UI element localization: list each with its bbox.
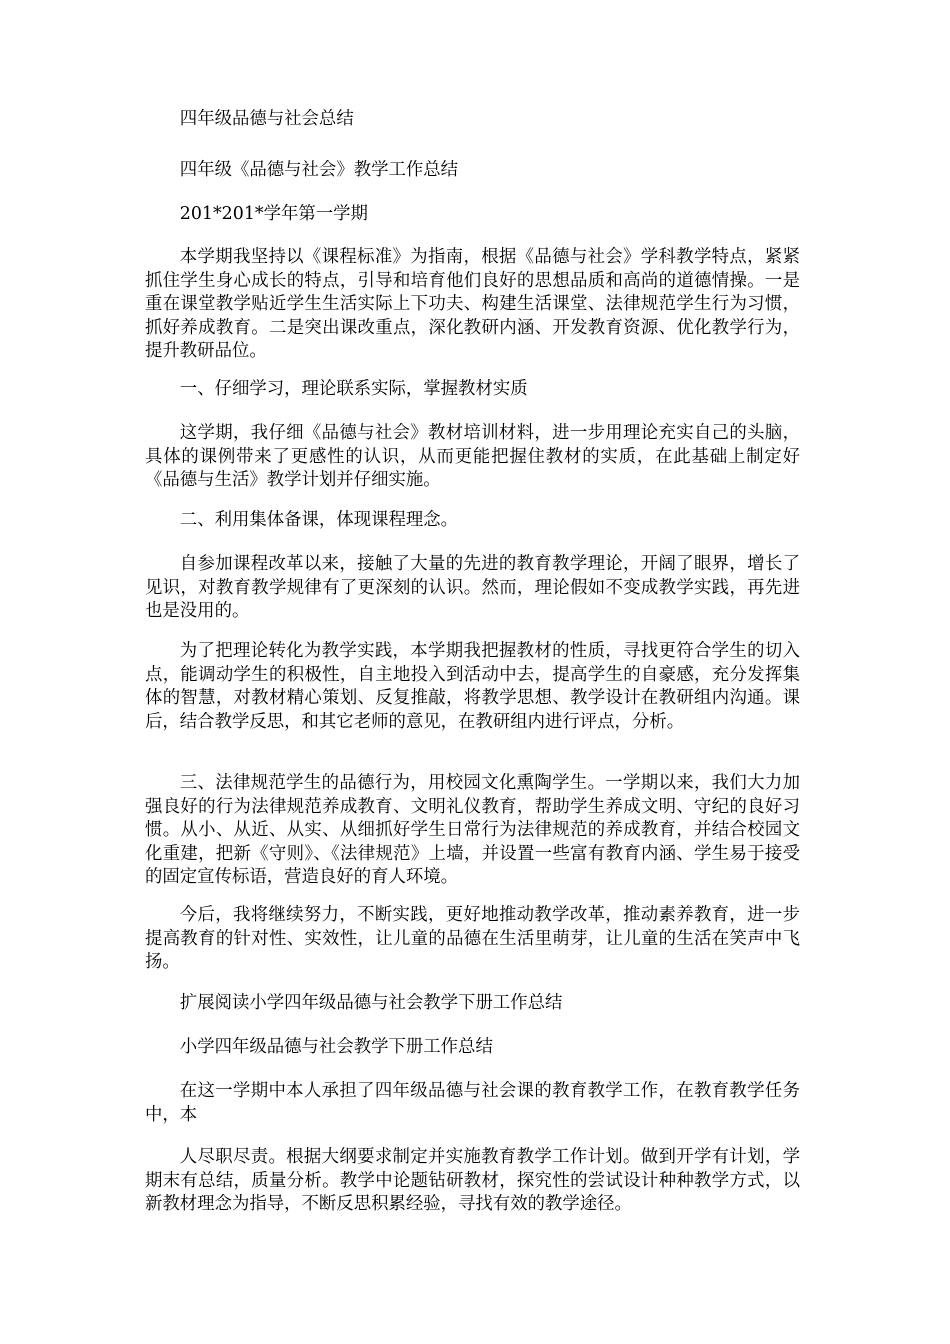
section-2-paragraph-1: 自参加课程改革以来，接触了大量的先进的教育教学理论，开阔了眼界，增长了见识，对教育教学规律有了更深刻的认识。然而，理论假如不变成教学实践，再先进也是没用的。 — [145, 554, 800, 621]
second-document-paragraph-1: 在这一学期中本人承担了四年级品德与社会课的教育教学工作，在教育教学任务中，本 — [145, 1081, 800, 1125]
closing-paragraph: 今后，我将继续努力，不断实践，更好地推动教学改革，推动素养教育，进一步提高教育的针对性、实效性，让儿童的品德在生活里萌芽，让儿童的生活在笑声中飞扬。 — [145, 905, 800, 972]
intro-paragraph: 本学期我坚持以《课程标准》为指南，根据《品德与社会》学科教学特点，紧紧抓住学生身心成长的特点，引导和培育他们良好的思想品质和高尚的道德情操。一是重在课堂教学贴近学生生活实际上下功夫、构建生活课堂、法律规范学生行为习惯，抓好养成教育。二是突出课改重点，深化教研内涵、开发教育资源、优化教学行为，提升教研品位。 — [145, 247, 800, 361]
second-document-paragraph-2: 人尽职尽责。根据大纲要求制定并实施教育教学工作计划。做到开学有计划，学期末有总结，质量分析。教学中论题钻研教材，探究性的尝试设计种种教学方式，以新教材理念为指导，不断反思积累经验，寻找有效的教学途径。 — [145, 1147, 800, 1214]
document-subtitle: 四年级《品德与社会》教学工作总结 — [179, 160, 459, 180]
document-title: 四年级品德与社会总结 — [179, 109, 354, 129]
second-document-title: 小学四年级品德与社会教学下册工作总结 — [179, 1037, 493, 1057]
section-2-paragraph-2: 为了把理论转化为教学实践，本学期我把握教材的性质，寻找更符合学生的切入点，能调动学生的积极性，自主地投入到活动中去，提高学生的自豪感，充分发挥集体的智慧，对教材精心策划、反复推敲，将教学思想、教学设计在教研组内沟通。课后，结合教学反思，和其它老师的意见，在教研组内进行评点，分析。 — [145, 641, 800, 732]
document-term: 201*201*学年第一学期 — [179, 204, 368, 224]
section-heading-1: 一、仔细学习，理论联系实际，掌握教材实质 — [179, 379, 528, 399]
section-heading-2: 二、利用集体备课，体现课程理念。 — [179, 510, 459, 530]
section-1-paragraph: 这学期，我仔细《品德与社会》教材培训材料，进一步用理论充实自己的头脑，具体的课例带来了更感性的认识，从而更能把握住教材的实质，在此基础上制定好《品德与生活》教学计划并仔细实施。 — [145, 423, 800, 490]
section-3-paragraph: 三、法律规范学生的品德行为，用校园文化熏陶学生。一学期以来，我们大力加强良好的行为法律规范养成教育、文明礼仪教育，帮助学生养成文明、守纪的良好习惯。从小、从近、从实、从细抓好学生日常行为法律规范的养成教育，并结合校园文化重建，把新《守则》、《法律规范》上墙，并设置一些富有教育内涵、学生易于接受的固定宣传标语，营造良好的育人环境。 — [145, 773, 800, 887]
extended-reading-heading: 扩展阅读小学四年级品德与社会教学下册工作总结 — [179, 993, 563, 1013]
